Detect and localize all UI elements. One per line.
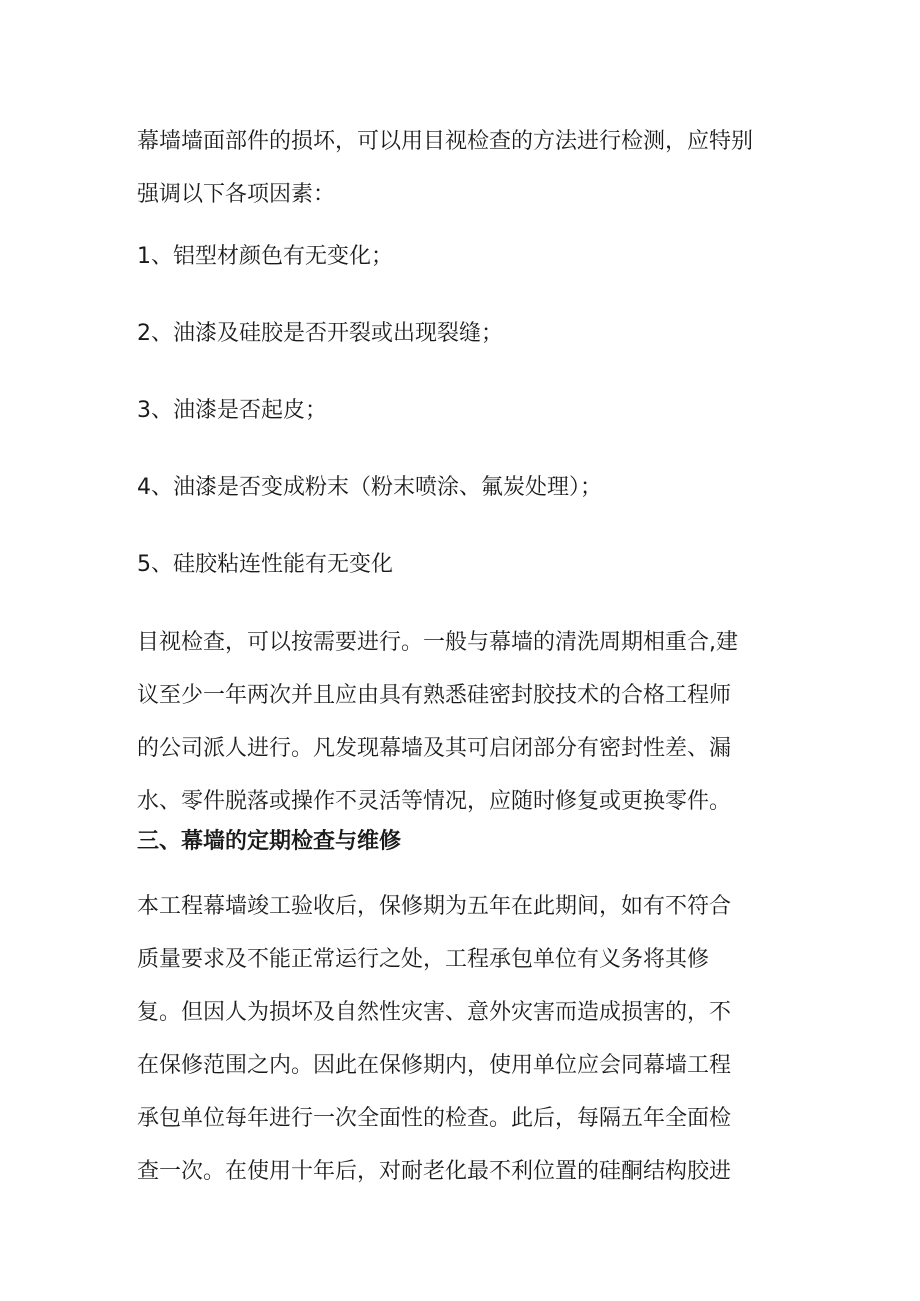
intro-line-2: 强调以下各项因素： [137, 182, 336, 207]
factor-item-1: 1、铝型材颜色有无变化； [137, 244, 393, 269]
inspection-line-3: 的公司派人进行。凡发现幕墙及其可启闭部分有密封性差、漏 [137, 736, 732, 761]
inspection-line-4: 水、零件脱落或操作不灵活等情况，应随时修复或更换零件。 [137, 789, 732, 814]
warranty-line-3: 复。但因人为损坏及自然性灾害、意外灾害而造成损害的，不 [137, 1000, 732, 1025]
factor-item-3: 3、油漆是否起皮； [137, 398, 327, 423]
warranty-paragraph [137, 880, 797, 1198]
section-heading: 三、幕墙的定期检查与维修 [137, 829, 402, 854]
intro-line-1: 幕墙墙面部件的损坏，可以用目视检查的方法进行检测，应特别 [137, 129, 754, 154]
factor-item-2: 2、油漆及硅胶是否开裂或出现裂缝； [137, 321, 503, 346]
warranty-line-1: 本工程幕墙竣工验收后，保修期为五年在此期间，如有不符合 [137, 894, 732, 919]
warranty-line-6: 查一次。在使用十年后，对耐老化最不利位置的硅酮结构胶进 [137, 1159, 732, 1184]
warranty-line-4: 在保修范围之内。因此在保修期内，使用单位应会同幕墙工程 [137, 1053, 732, 1078]
intro-paragraph [137, 115, 797, 221]
factor-item-4: 4、油漆是否变成粉末（粉末喷涂、氟炭处理）； [137, 475, 602, 500]
inspection-line-2: 议至少一年两次并且应由具有熟悉硅密封胶技术的合格工程师 [137, 683, 732, 708]
warranty-line-5: 承包单位每年进行一次全面性的检查。此后，每隔五年全面检 [137, 1106, 732, 1131]
factor-item-5: 5、硅胶粘连性能有无变化 [137, 552, 393, 577]
inspection-paragraph [137, 616, 797, 828]
inspection-line-1: 目视检查，可以按需要进行。一般与幕墙的清洗周期相重合,建 [137, 630, 738, 655]
warranty-line-2: 质量要求及不能正常运行之处，工程承包单位有义务将其修 [137, 947, 710, 972]
